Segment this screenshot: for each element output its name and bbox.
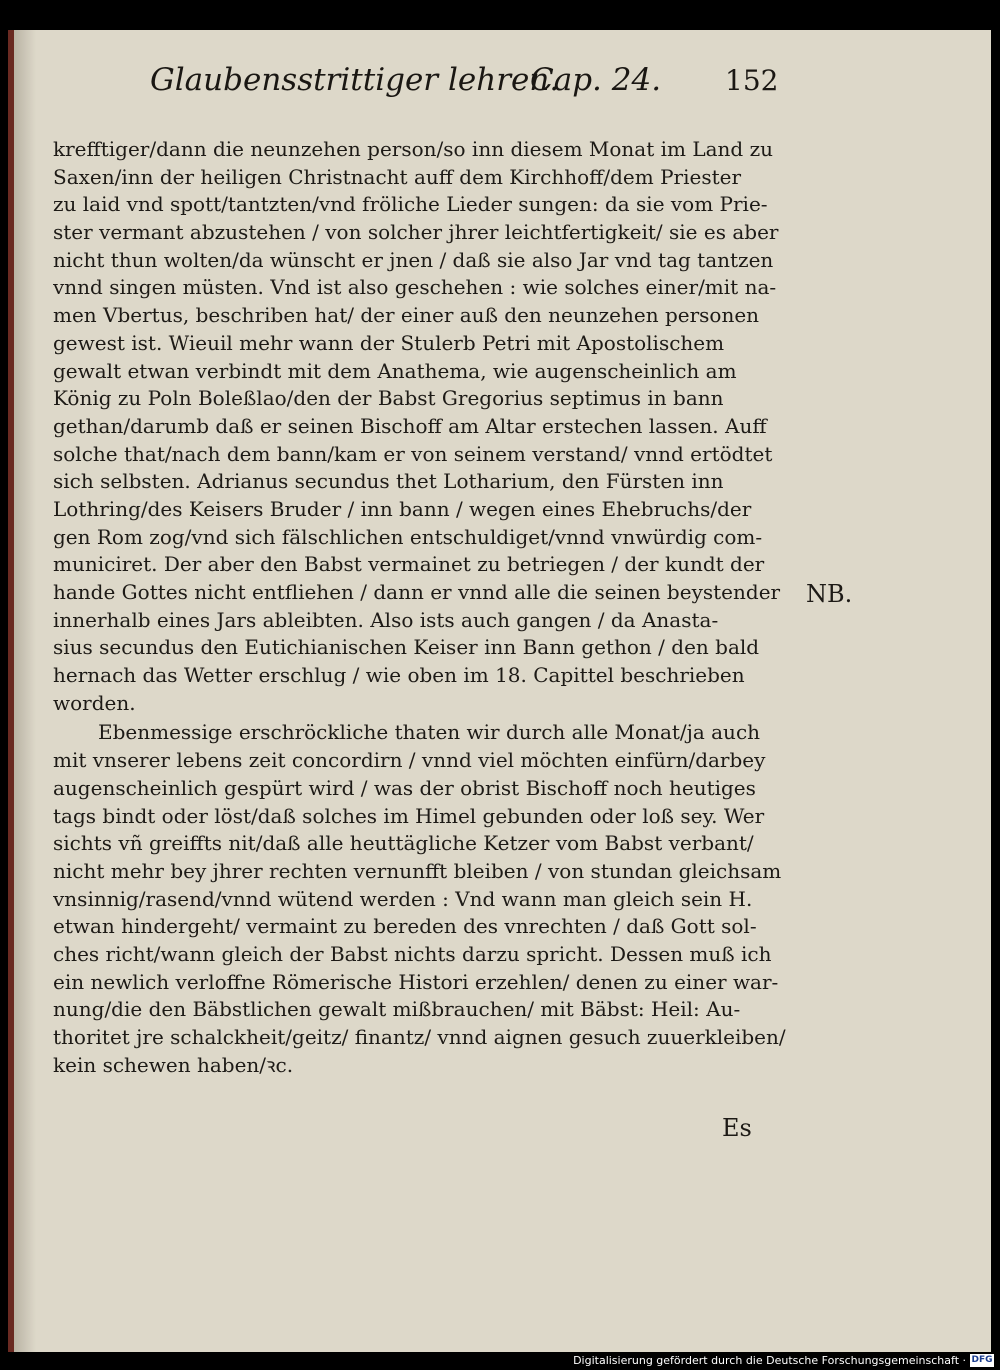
text-line: König zu Poln Boleßlao/den der Babst Gregorius septimus in bann — [53, 386, 724, 411]
text-line: kein schewen haben/ꝛc. — [53, 1052, 294, 1077]
text-line: nicht thun wolten/da wünscht er jnen / daß sie also Jar vnd tag tantzen — [53, 247, 774, 272]
text-line: Lothring/des Keisers Bruder / inn bann / wegen eines Ehebruchs/der — [53, 496, 752, 521]
text-line: gen Rom zog/vnd sich fälschlichen entschuldiget/vnnd vnwürdig com- — [53, 524, 763, 549]
text-line: solche that/nach dem bann/kam er von seinem verstand/ vnnd ertödtet — [53, 441, 773, 466]
text-line: ster vermant abzustehen / von solcher jhrer leichtfertigkeit/ sie es aber — [53, 220, 779, 245]
text-line: zu laid vnd spott/tantzten/vnd fröliche Lieder sungen: da sie vom Prie- — [53, 192, 768, 217]
catchword: Es — [722, 1114, 752, 1142]
chapter-label: Cap. 24. — [530, 62, 662, 98]
text-line: augenscheinlich gespürt wird / was der obrist Bischoff noch heutiges — [53, 775, 756, 800]
text-line: innerhalb eines Jars ableibten. Also ists auch gangen / da Anasta- — [53, 607, 719, 632]
text-line: krefftiger/dann die neunzehen person/so inn diesem Monat im Land zu — [53, 137, 773, 161]
text-line: tags bindt oder löst/daß solches im Himel gebunden oder loß sey. Wer — [53, 803, 765, 828]
text-line: vnnd singen müsten. Vnd ist also geschehen : wie solches einer/mit na- — [53, 275, 777, 300]
dfg-logo: DFG — [971, 1355, 993, 1365]
text-line: hande Gottes nicht entfliehen / dann er vnnd alle die seinen beystender — [53, 580, 781, 604]
text-line: nung/die den Bäbstlichen gewalt mißbrauchen/ mit Bäbst: Heil: Au- — [53, 997, 741, 1022]
text-line: sius secundus den Eutichianischen Keiser inn Bann gethon / den bald — [53, 635, 760, 660]
text-line: ches richt/wann gleich der Babst nichts darzu spricht. Dessen muß ich — [53, 941, 772, 966]
text-line: Saxen/inn der heiligen Christnacht auff dem Kirchhoff/dem Priester — [53, 164, 742, 189]
page-number: 152 — [725, 64, 779, 97]
running-header — [150, 62, 790, 102]
funding-notice: Digitalisierung gefördert durch die Deutsche Forschungsgemeinschaft · — [573, 1354, 966, 1367]
marginal-note: NB. — [806, 580, 853, 608]
text-line: municiret. Der aber den Babst vermainet zu betriegen / der kundt der — [53, 552, 765, 577]
text-line: etwan hindergeht/ vermaint zu bereden des vnrechten / daß Gott sol- — [53, 914, 757, 939]
text-line: sich selbsten. Adrianus secundus thet Lotharium, den Fürsten inn — [53, 469, 724, 494]
text-line: worden. — [53, 690, 136, 715]
running-title: Glaubensstrittiger lehren. — [150, 62, 560, 98]
text-line: gethan/darumb daß er seinen Bischoff am Altar erstechen lassen. Auff — [53, 413, 767, 438]
text-line: Ebenmessige erschröckliche thaten wir durch alle Monat/ja auch — [98, 720, 761, 745]
text-line: hernach das Wetter erschlug / wie oben im 18. Capittel beschrieben — [53, 663, 745, 688]
text-line: gewest ist. Wieuil mehr wann der Stulerb Petri mit Apostolischem — [53, 330, 725, 355]
page-spine-shadow — [14, 30, 36, 1352]
text-line: thoritet jre schalckheit/geitz/ finantz/ vnnd aignen gesuch zuuerkleiben/ — [53, 1025, 786, 1049]
text-line: vnsinnig/rasend/vnnd wütend werden : Vnd wann man gleich sein H. — [53, 886, 753, 911]
text-line: mit vnserer lebens zeit concordirn / vnnd viel möchten einfürn/darbey — [53, 748, 766, 773]
footer-bar — [573, 1352, 1000, 1370]
body-text — [53, 136, 793, 1079]
text-line: men Vbertus, beschriben hat/ der einer auß den neunzehen personen — [53, 303, 760, 328]
text-line: gewalt etwan verbindt mit dem Anathema, wie augenscheinlich am — [53, 358, 737, 383]
text-line: sichts vñ greiffts nit/daß alle heuttägliche Ketzer vom Babst verbant/ — [53, 831, 754, 856]
text-line: ein newlich verloffne Römerische Histori erzehlen/ denen zu einer war- — [53, 969, 779, 994]
text-line: nicht mehr bey jhrer rechten vernunfft bleiben / von stundan gleichsam — [53, 858, 782, 883]
